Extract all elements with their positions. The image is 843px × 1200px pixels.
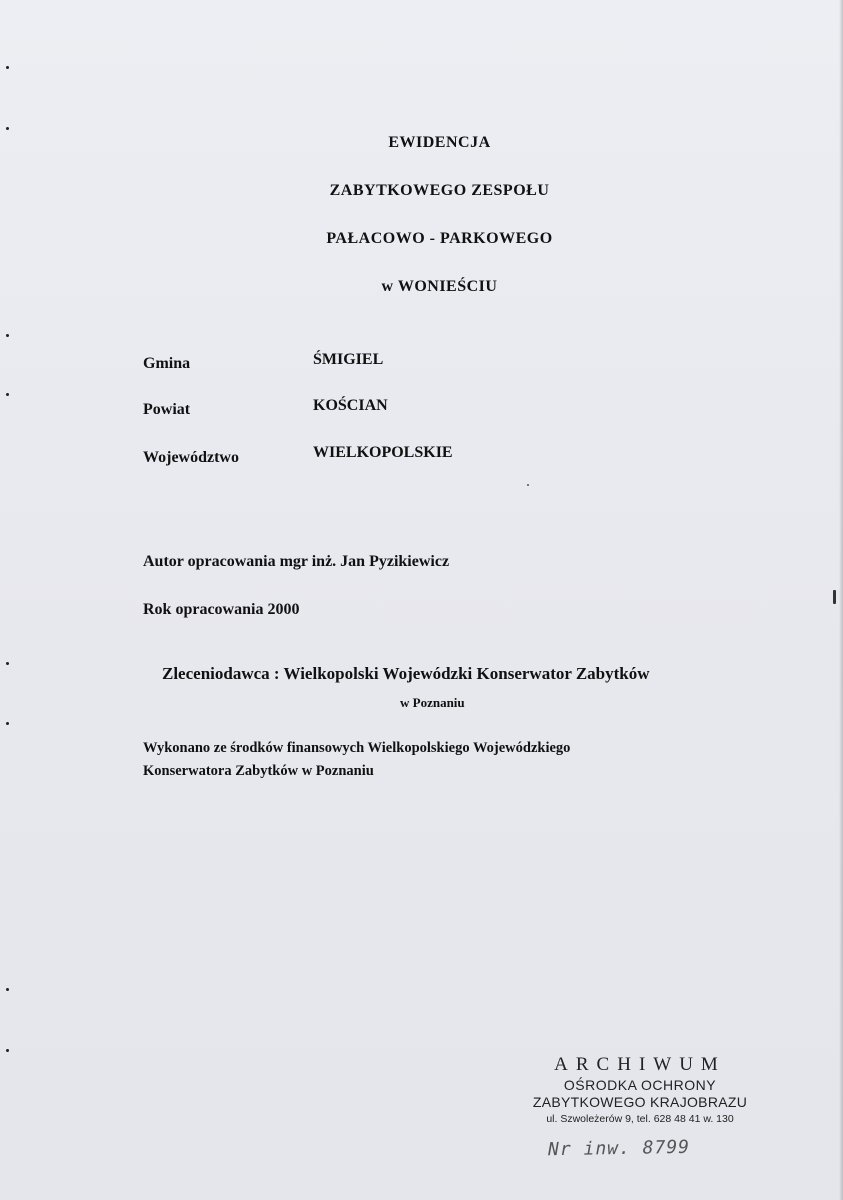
punch-mark [6, 722, 9, 725]
stamp-line-3: ZABYTKOWEGO KRAJOBRAZU [532, 1094, 748, 1110]
detail-label-gmina: Gmina [143, 355, 191, 372]
paper-speck [527, 484, 529, 486]
stamp-line-4: ul. Szwoleżerów 9, tel. 628 48 41 w. 130 [546, 1113, 734, 1125]
author-line: Autor opracowania mgr inż. Jan Pyzikiewicz [143, 553, 450, 570]
title-line-4: w WONIEŚCIU [381, 278, 498, 295]
punch-mark [6, 127, 9, 130]
stamp-line-1: ARCHIWUM [554, 1054, 726, 1075]
punch-mark [6, 988, 9, 991]
detail-label-powiat: Powiat [143, 401, 191, 418]
client-line-1: Zleceniodawca : Wielkopolski Wojewódzki Konserwator Zabytków [162, 664, 650, 683]
punch-mark [6, 1049, 9, 1052]
punch-mark [6, 334, 9, 337]
year-line: Rok opracowania 2000 [143, 601, 300, 618]
client-line-2: w Poznaniu [400, 695, 465, 710]
punch-mark [6, 393, 9, 396]
funding-line-1: Wykonano ze środków finansowych Wielkopolskiego Wojewódzkiego [143, 740, 571, 756]
page-edge-shadow [839, 0, 843, 1200]
title-line-2: ZABYTKOWEGO ZESPOŁU [329, 182, 550, 199]
detail-value-wojewodztwo: WIELKOPOLSKIE [313, 444, 453, 461]
punch-mark [6, 662, 9, 665]
funding-line-2: Konserwatora Zabytków w Poznaniu [143, 763, 374, 779]
archive-stamp [500, 1054, 780, 1125]
detail-value-gmina: ŚMIGIEL [313, 351, 384, 368]
detail-label-wojewodztwo: Województwo [143, 449, 239, 466]
paper-speck [833, 590, 836, 604]
inventory-handwritten-note: Nr inw. 8799 [547, 1136, 691, 1161]
stamp-line-2: OŚRODKA OCHRONY [563, 1077, 717, 1093]
detail-value-powiat: KOŚCIAN [313, 397, 388, 414]
title-line-3: PAŁACOWO - PARKOWEGO [326, 230, 553, 247]
title-line-1: EWIDENCJA [388, 134, 491, 151]
punch-mark [6, 66, 9, 69]
